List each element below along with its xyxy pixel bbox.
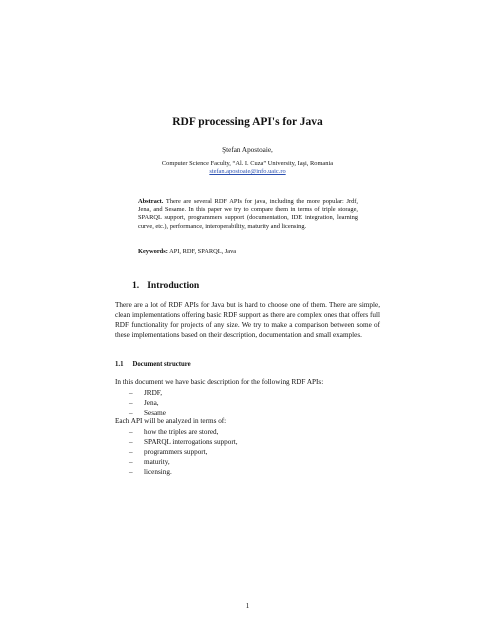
list-item — [115, 398, 166, 408]
subsection-heading-document-structure — [115, 361, 191, 368]
keywords-label: Keywords: — [138, 248, 168, 255]
dash-bullet: – — [129, 448, 133, 456]
dash-bullet: – — [129, 409, 133, 417]
abstract — [138, 198, 358, 231]
paper-title: RDF processing API's for Java — [172, 116, 323, 128]
affiliation-text: Computer Science Faculty, “Al. I. Cuza” University, Iaşi, Romania — [161, 160, 334, 167]
author-name: Ştefan Apostoaie, — [222, 146, 273, 154]
dash-bullet: – — [129, 438, 133, 446]
keywords — [138, 248, 358, 255]
list-item — [115, 457, 238, 467]
keywords-text: API, RDF, SPARQL, Java — [167, 248, 237, 255]
page-number: 1 — [245, 602, 250, 610]
list-item-text: SPARQL interrogations support, — [144, 438, 238, 446]
list-item — [115, 447, 238, 457]
introduction-paragraph: There are a lot of RDF APIs for Java but is hard to choose one of them. There are simple, clean implementations offering basic RDF support as there are complex ones that offers full RDF functionality for projects of any size. We try to make a comparison between some of these implementations based on their description, documentation and small examples. — [115, 301, 380, 340]
list-item-text: maturity, — [144, 458, 170, 466]
section-heading-introduction — [132, 280, 199, 291]
dash-bullet: – — [129, 399, 133, 407]
dash-bullet: – — [129, 458, 133, 466]
api-list — [115, 388, 166, 418]
criteria-list — [115, 427, 238, 477]
subsection-number: 1.1 — [115, 361, 124, 368]
list-item — [115, 388, 166, 398]
author-email-link[interactable]: stefan.apostoaie@info.uaic.ro — [209, 168, 286, 175]
list-item-text: programmers support, — [144, 448, 208, 456]
dash-bullet: – — [129, 468, 133, 476]
list-item-text: licensing. — [144, 468, 172, 476]
list-item-text: JRDF, — [144, 389, 162, 397]
dash-bullet: – — [129, 428, 133, 436]
subsection-title: Document structure — [132, 361, 191, 368]
list-item — [115, 427, 238, 437]
section-number: 1. — [132, 280, 140, 291]
abstract-label: Abstract. — [138, 198, 164, 205]
section-title: Introduction — [147, 280, 200, 291]
list-item-text: Jena, — [144, 399, 159, 407]
dash-bullet: – — [129, 389, 133, 397]
list-item-text: how the triples are stored, — [144, 428, 219, 436]
analysis-intro: Each API will be analyzed in terms of: — [115, 417, 227, 425]
list-item-text: Sesame — [144, 409, 166, 417]
list-item — [115, 437, 238, 447]
list-item — [115, 467, 238, 477]
affiliation-block — [0, 160, 495, 176]
document-structure-intro: In this document we have basic description for the following RDF APIs: — [115, 378, 324, 386]
abstract-text: There are several RDF APIs for java, including the more popular: Jrdf, Jena, and Sesame. In this paper we try to compare them in terms of triple storage, SPARQL support, programmers support (documentation, IDE integration, learning curve, etc.), performance, interoperability, maturity and licensing. — [138, 198, 358, 230]
